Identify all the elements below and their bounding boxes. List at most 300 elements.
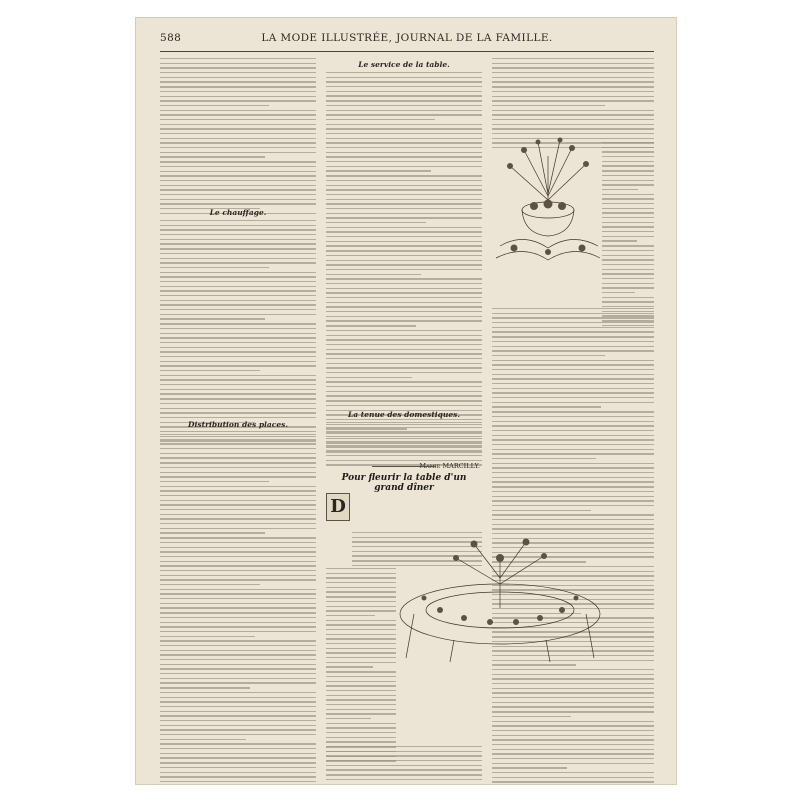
text-line [492,86,654,87]
text-line [160,105,269,106]
text-line [160,462,316,463]
text-line [326,737,396,738]
text-line [326,587,396,588]
text-line [326,349,482,350]
text-line [160,272,316,273]
text-line [326,358,482,359]
text-line [160,729,316,730]
text-line [326,152,482,153]
text-line [160,96,316,97]
text-line [492,327,654,328]
text-line [160,166,316,167]
text-line [492,421,654,422]
text-line [160,664,316,665]
text-line [326,769,482,770]
text-line [492,317,654,318]
text-line [492,678,654,679]
text-line [492,388,654,389]
text-line [492,777,654,778]
text-line [160,185,316,186]
text-line [326,751,482,752]
text-line [160,706,316,707]
text-line [326,194,482,195]
text-line [326,339,482,340]
text-line [160,645,316,646]
text-line [602,161,654,162]
text-line [160,565,316,566]
text-line [160,72,316,73]
text-line [160,720,316,721]
text-line [492,735,654,736]
page-header [160,32,654,48]
text-line [160,500,316,501]
text-line [160,243,316,244]
text-line [326,344,482,345]
text-line [492,416,654,417]
text-line [160,453,316,454]
text-line [160,523,316,524]
text-line [326,231,482,232]
text-line [160,81,316,82]
text-line [492,355,605,356]
text-line [160,448,316,449]
header-rule [160,51,654,52]
text-line [492,749,654,750]
text-line [160,323,316,324]
text-line [160,772,316,773]
text-line [160,328,316,329]
text-line [326,72,482,73]
text-line [326,441,482,442]
text-line [492,444,654,445]
text-line [326,297,482,298]
text-line [326,306,482,307]
text-line [160,743,316,744]
text-line [602,226,654,227]
section-title-chauffage: Le chauffage. [209,208,267,217]
text-line [160,725,316,726]
text-line [160,476,316,477]
text-line [492,716,571,717]
text-line [326,774,482,775]
text-line [160,393,316,394]
text-line [326,648,396,649]
text-line [492,378,654,379]
text-line [326,95,482,96]
text-line [492,669,654,670]
text-line [326,353,482,354]
text-line [492,481,654,482]
text-line [326,222,426,223]
text-line [326,676,396,677]
text-line [492,505,654,506]
text-line [602,208,654,209]
text-line [492,449,654,450]
text-line [160,612,316,613]
text-line [160,398,316,399]
text-line [492,744,654,745]
text-line [160,142,316,143]
text-line [602,217,654,218]
text-line [602,255,654,256]
text-line [326,114,482,115]
text-line [602,170,654,171]
text-line [160,739,246,740]
text-line [160,481,269,482]
text-line [492,91,654,92]
text-line [160,128,316,129]
text-line [326,180,482,181]
text-line [160,678,316,679]
text-line [492,322,654,323]
text-line [602,175,654,176]
text-line [160,659,316,660]
text-line [326,81,482,82]
text-line [326,386,482,387]
masthead: LA MODE ILLUSTRÉE, JOURNAL DE LA FAMILLE. [261,32,553,44]
text-line [160,556,316,557]
text-line [160,203,316,204]
text-line [602,264,654,265]
text-line [602,287,654,288]
text-line [160,356,316,357]
text-line [326,185,482,186]
text-line [160,229,316,230]
text-block [160,58,316,217]
text-line [326,105,482,106]
text-line [326,577,396,578]
text-line [160,776,316,777]
title-ornament [372,466,436,467]
text-line [160,711,316,712]
signature: Mamie MARCILLY. [419,462,480,470]
text-line [326,634,396,635]
text-line [326,610,396,611]
text-line [326,241,482,242]
text-line [326,638,396,639]
text-line [326,704,396,705]
text-line [602,203,654,204]
text-line [492,725,654,726]
text-line [326,681,396,682]
text-line [160,347,316,348]
text-line [326,269,482,270]
text-line [160,63,316,64]
text-line [492,313,654,314]
text-line [160,199,316,200]
text-line [160,532,265,533]
text-line [160,748,316,749]
text-line [160,375,316,376]
text-line [160,110,316,111]
text-line [160,300,316,301]
text-line [602,189,638,190]
text-line [492,100,654,101]
text-line [326,629,396,630]
text-line [602,297,654,298]
text-block [160,434,316,784]
text-line [160,408,316,409]
text-line [160,518,316,519]
text-line [326,110,482,111]
text-line [602,245,654,246]
text-line [326,283,482,284]
text-line [492,331,654,332]
text-line [160,654,316,655]
text-line [326,128,482,129]
text-line [602,259,654,260]
text-line [492,425,654,426]
text-line [160,379,316,380]
text-line [602,194,654,195]
text-line [326,699,396,700]
text-line [160,457,316,458]
text-line [326,367,482,368]
text-line [326,419,482,420]
text-line [326,213,482,214]
text-line [326,363,482,364]
text-line [492,411,654,412]
text-line [326,695,396,696]
text-line [602,301,654,302]
text-line [492,67,654,68]
text-line [492,763,654,764]
text-line [160,403,316,404]
text-line [492,758,654,759]
text-line [160,528,316,529]
text-line [492,772,654,773]
text-line [326,335,482,336]
text-line [160,762,316,763]
text-line [602,240,637,241]
text-line [160,757,316,758]
text-line [160,220,316,221]
text-line [160,781,316,782]
drop-cap-letter: D [330,496,346,517]
text-line [160,333,316,334]
text-line [326,119,435,120]
text-line [160,171,316,172]
text-line [602,147,654,148]
text-line [326,203,482,204]
text-line [326,138,482,139]
text-line [160,314,316,315]
text-line [492,664,576,665]
text-line [326,142,482,143]
text-line [160,258,316,259]
text-line [326,727,396,728]
text-line [326,91,482,92]
text-line [160,472,316,473]
text-line [160,603,316,604]
text-line [492,114,654,115]
text-line [602,273,654,274]
text-line [160,77,316,78]
text-line [492,721,654,722]
text-line [326,690,396,691]
text-line [326,372,482,373]
newspaper-page [136,18,676,784]
text-line [326,741,396,742]
text-line [326,395,482,396]
text-line [326,156,482,157]
text-line [160,91,316,92]
text-line [492,781,654,782]
text-line [326,325,416,326]
text-line [492,496,654,497]
text-line [160,180,316,181]
text-line [326,450,482,451]
text-line [492,72,654,73]
text-line [492,477,654,478]
text-line [492,308,654,309]
text-line [492,133,654,134]
text-line [160,100,316,101]
text-line [160,161,316,162]
text-line [602,156,654,157]
text-line [492,463,654,464]
text-line [160,486,316,487]
text-line [326,427,482,428]
text-line [326,784,482,785]
section-title-domestiques: La tenue des domestiques. [348,410,460,419]
text-line [160,490,316,491]
text-line [160,248,316,249]
text-line [492,119,654,120]
text-line [326,455,482,456]
text-line [326,77,482,78]
text-line [326,620,396,621]
text-line [326,666,373,667]
text-line [492,674,654,675]
text-line [492,730,654,731]
text-line [326,208,482,209]
text-line [326,100,482,101]
text-line [492,739,654,740]
text-line [602,278,654,279]
text-line [492,96,654,97]
text-line [326,460,482,461]
text-line [326,671,396,672]
text-line [160,138,316,139]
text-line [326,330,482,331]
drop-cap [326,493,350,521]
text-line [160,692,316,693]
text-line [160,267,269,268]
text-line [326,147,482,148]
text-line [326,652,396,653]
text-line [160,370,260,371]
text-line [160,589,316,590]
section-title-distribution: Distribution des places. [188,420,288,429]
text-line [492,711,654,712]
text-line [326,732,396,733]
text-line [160,304,316,305]
text-line [326,274,421,275]
text-line [160,551,316,552]
text-line [160,673,316,674]
text-line [160,593,316,594]
text-line [326,278,482,279]
text-line [160,309,316,310]
text-block [326,72,482,456]
text-line [326,596,396,597]
text-line [492,767,567,768]
text-line [326,166,482,167]
text-line [492,692,654,693]
text-line [326,624,396,625]
text-line [492,397,654,398]
text-line [160,509,316,510]
text-line [160,337,316,338]
text-line [160,607,316,608]
text-line [326,381,482,382]
text-line [326,189,482,190]
text-line [326,713,396,714]
text-line [492,346,654,347]
text-line [160,542,316,543]
text-line [160,443,316,444]
text-line [160,467,316,468]
text-line [160,434,316,435]
text-line [326,236,482,237]
text-line [602,212,654,213]
text-line [326,760,482,761]
flower-basket-engraving [494,136,602,264]
text-line [326,591,396,592]
text-block [326,746,482,784]
text-line [326,755,482,756]
text-line [492,753,654,754]
text-line [160,234,316,235]
text-line [160,547,316,548]
text-line [492,364,654,365]
text-line [160,687,250,688]
text-line [492,383,654,384]
text-line [326,391,482,392]
text-line [160,58,316,59]
text-line [160,579,316,580]
text-line [492,128,654,129]
text-line [326,405,482,406]
text-line [326,601,396,602]
text-line [326,422,482,423]
text-line [160,67,316,68]
text-line [492,435,654,436]
text-line [160,342,316,343]
text-line [326,124,482,125]
text-line [326,133,482,134]
text-block [160,220,316,445]
page-number: 588 [160,32,182,44]
text-line [492,105,605,106]
text-line [602,151,654,152]
text-line [492,81,654,82]
text-line [160,598,316,599]
article-title: Pour fleurir la table d'un grand dîner [341,473,467,493]
text-line [160,575,316,576]
text-line [492,402,654,403]
text-line [160,504,316,505]
text-line [492,439,654,440]
text-line [492,110,654,111]
text-line [326,377,412,378]
text-line [160,417,316,418]
text-block [326,568,396,765]
text-line [160,650,316,651]
text-line [160,514,316,515]
text-line [602,142,654,143]
